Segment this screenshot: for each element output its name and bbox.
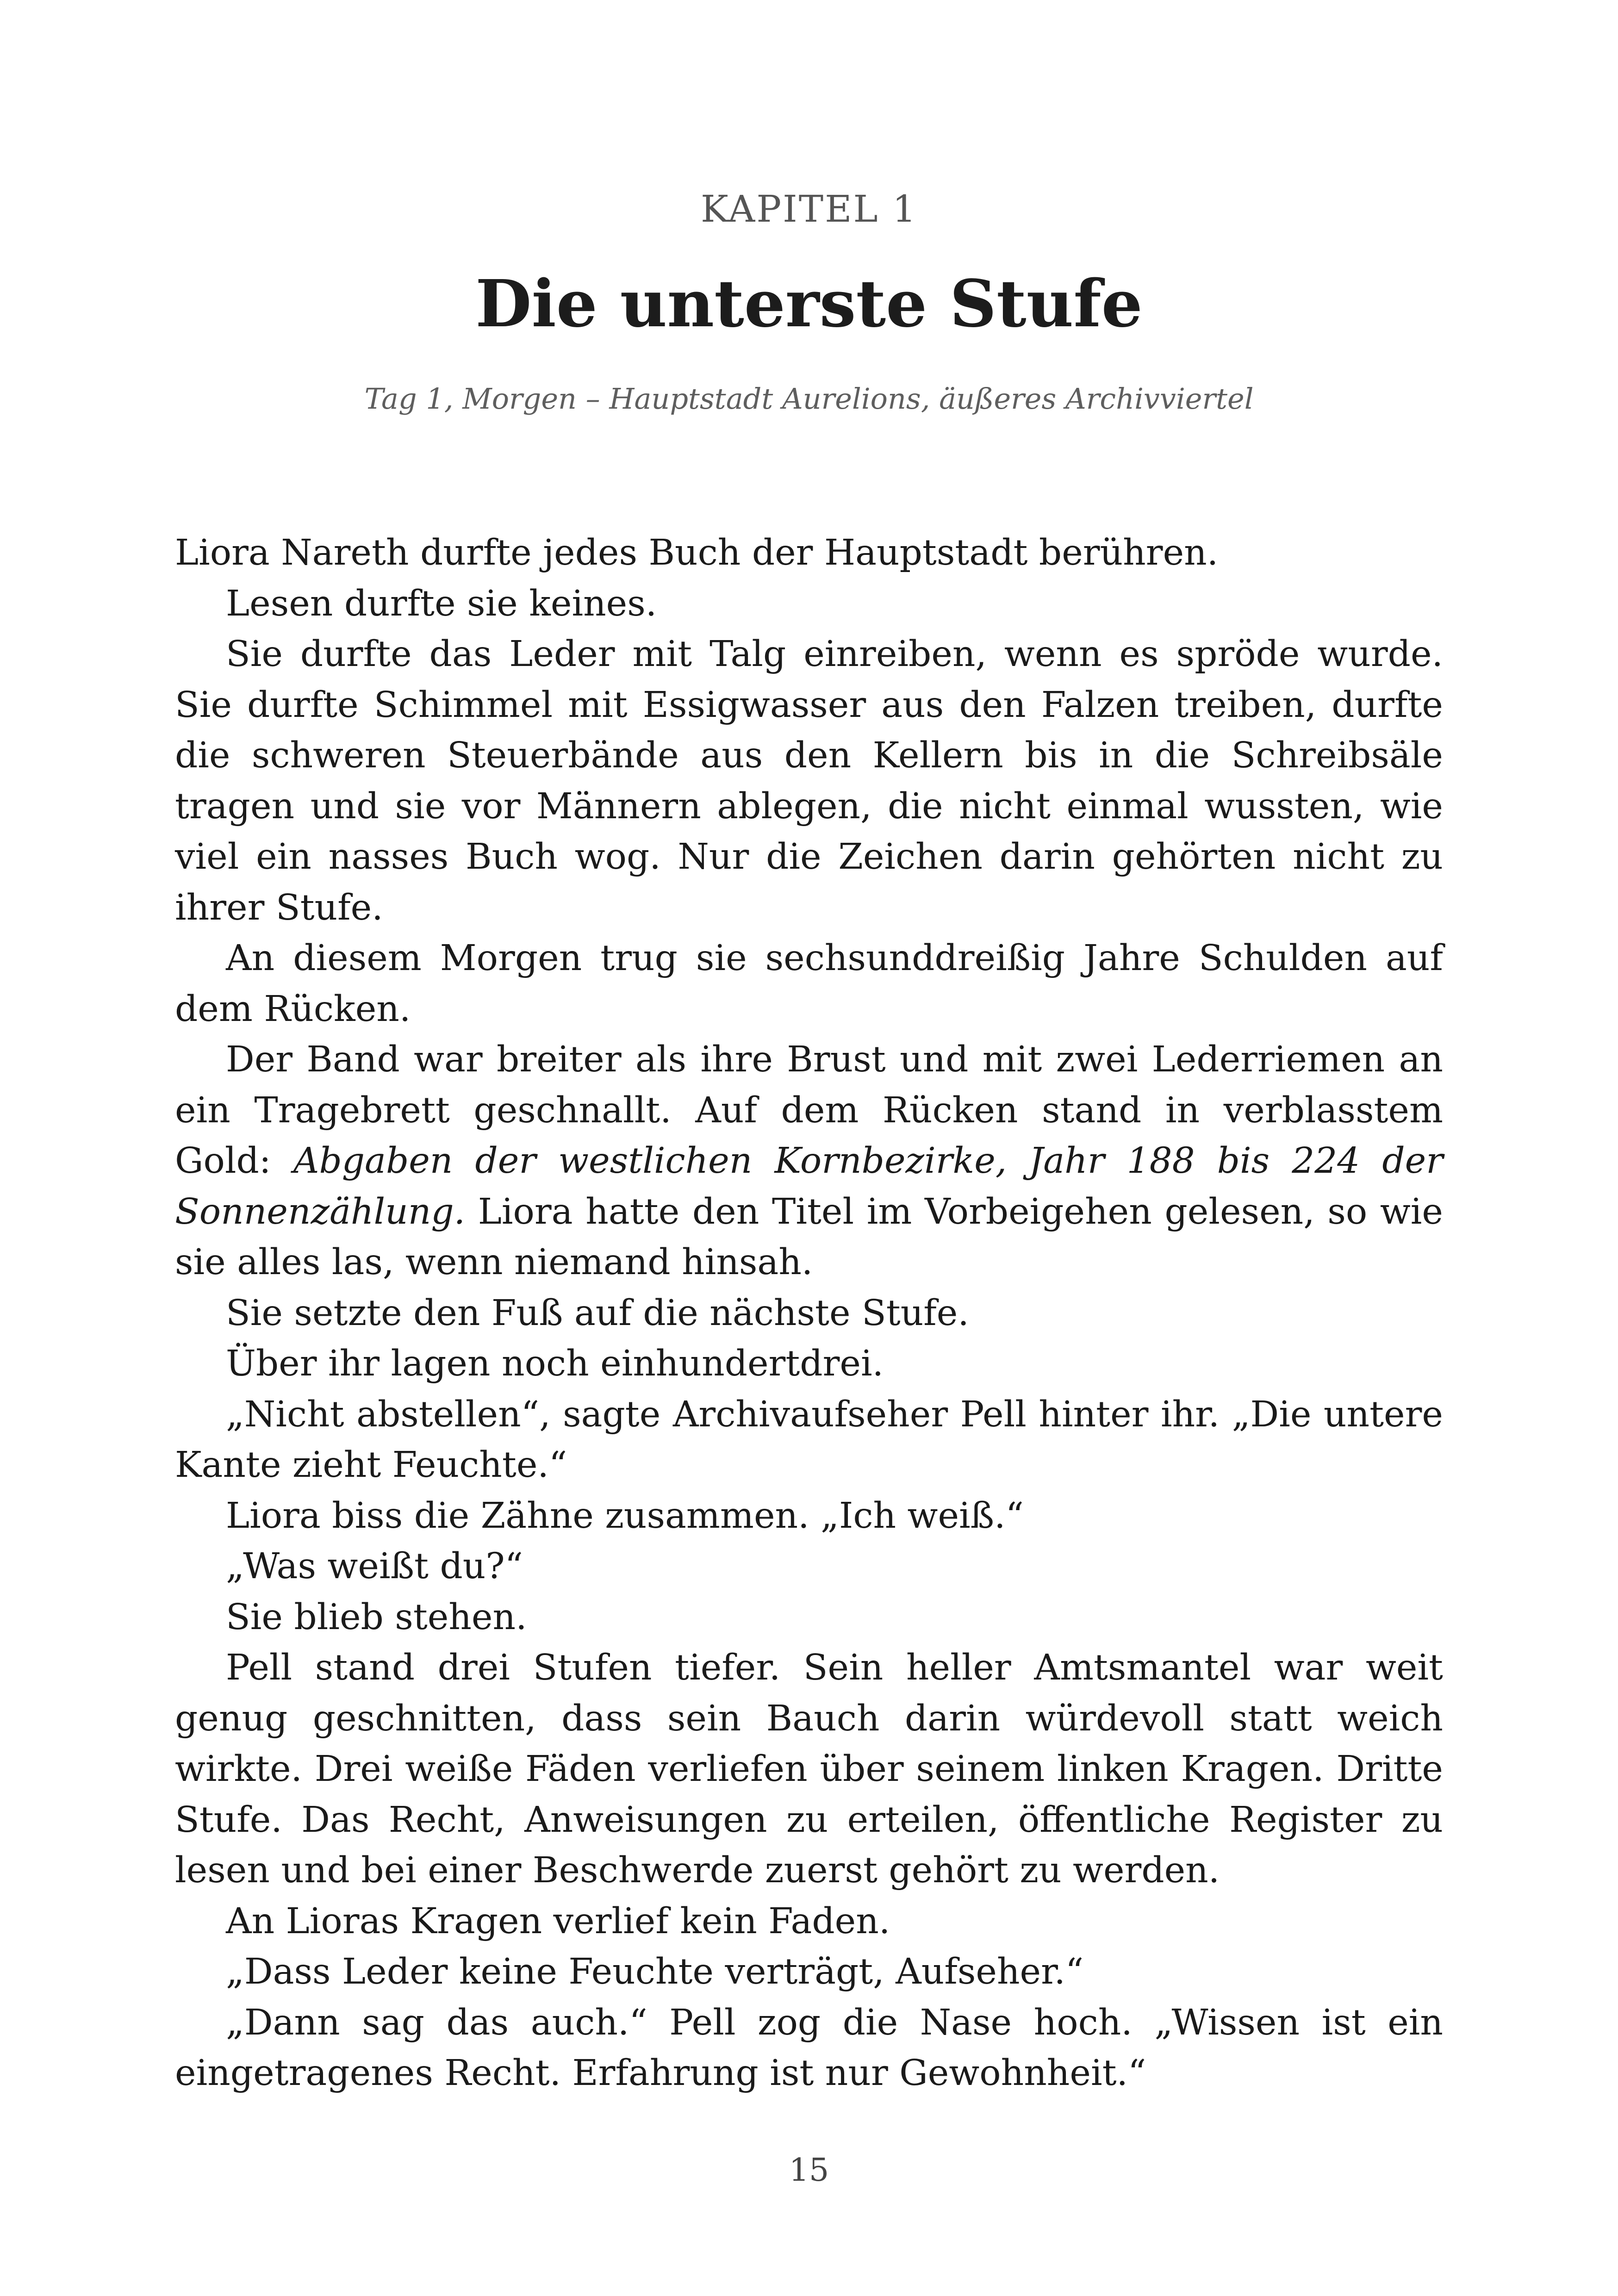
paragraph: Pell stand drei Stufen tiefer. Sein heller Amtsmantel war weit genug geschnitten, dass sein Bauch darin würdevoll statt weich wirkte. Drei weiße Fäden verliefen über seinem linken Kragen. Dritte Stufe. Das Recht, Anweisungen zu erteilen, öffentliche Register zu lesen und bei einer Beschwerde zuerst gehört zu werden. (175, 1647, 1443, 1891)
paragraph: „Nicht abstellen“, sagte Archivaufseher Pell hinter ihr. „Die untere Kante zieht Feuchte.“ (175, 1394, 1443, 1486)
paragraph: Lesen durfte sie keines. (226, 583, 657, 624)
paragraph: Sie blieb stehen. (226, 1596, 527, 1638)
paragraph: Sie setzte den Fuß auf die nächste Stufe. (226, 1292, 969, 1334)
paragraph: An Lioras Kragen verlief kein Faden. (226, 1900, 890, 1942)
paragraph: „Was weißt du?“ (226, 1546, 523, 1587)
paragraph-text: Der Band war breiter als ihre Brust und mit zwei Lederriemen an ein Tragebrett geschnallt. Auf dem Rücken stand in verblasstem Gold: (175, 1039, 1443, 1182)
paragraph: Liora Nareth durfte jedes Buch der Hauptstadt berühren. (175, 532, 1219, 573)
paragraph: An diesem Morgen trug sie sechsunddreißig Jahre Schulden auf dem Rücken. (175, 938, 1443, 1030)
paragraph-text: Liora hatte den Titel im Vorbeigehen gelesen, so wie sie alles las, wenn niemand hinsah. (175, 1191, 1443, 1283)
chapter-label: KAPITEL 1 (701, 187, 917, 230)
paragraph: „Dass Leder keine Feuchte verträgt, Aufseher.“ (226, 1951, 1084, 1992)
paragraph: Sie durfte das Leder mit Talg einreiben, wenn es spröde wurde. Sie durfte Schimmel mit Essigwasser aus den Falzen treiben, durfte die schweren Steuerbände aus den Kellern bis in die Schreibsäle tragen und sie vor Männern ablegen, die nicht einmal wussten, wie viel ein nasses Buch wog. Nur die Zeichen darin gehörten nicht zu ihrer Stufe. (175, 634, 1443, 928)
body-text (175, 528, 1443, 2099)
paragraph: Liora biss die Zähne zusammen. „Ich weiß.“ (226, 1495, 1024, 1537)
chapter-subtitle: Tag 1, Morgen – Hauptstadt Aurelions, äußeres Archivviertel (364, 382, 1254, 416)
chapter-title: Die unterste Stufe (475, 266, 1143, 342)
book-title-italic: Abgaben der westlichen Kornbezirke, Jahr 188 bis 224 der Sonnenzählung. (175, 1140, 1444, 1232)
paragraph: „Dann sag das auch.“ Pell zog die Nase hoch. „Wissen ist ein eingetragenes Recht. Erfahrung ist nur Gewohnheit.“ (175, 2002, 1443, 2094)
page-number: 15 (789, 2152, 829, 2189)
paragraph: Über ihr lagen noch einhundertdrei. (226, 1343, 884, 1384)
paragraph (175, 1034, 1443, 1288)
